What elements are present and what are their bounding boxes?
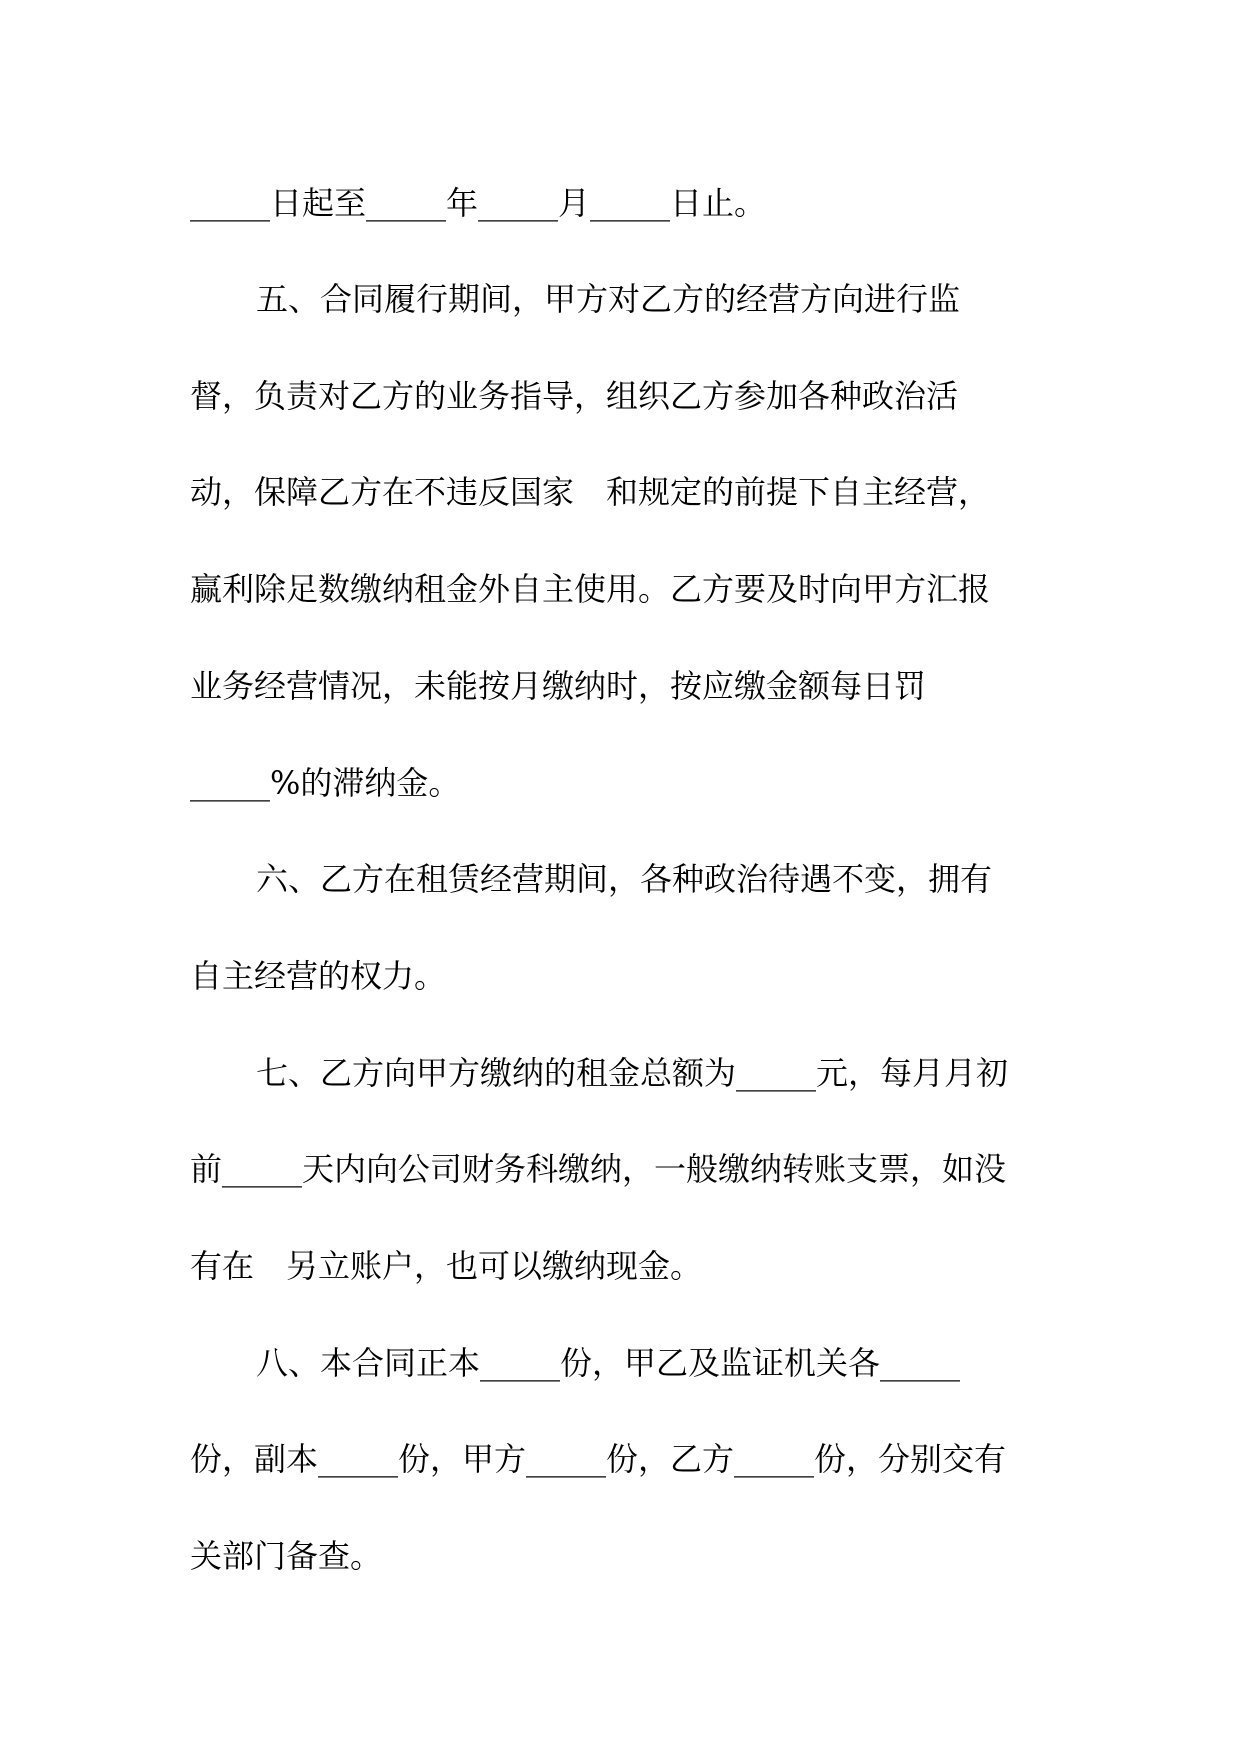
text-line: 动，保障乙方在不违反国家 和规定的前提下自主经营， <box>190 473 991 511</box>
text-line: 份，副本_____份，甲方_____份，乙方_____份，分别交有 <box>190 1440 1007 1478</box>
text-line: 自主经营的权力。 <box>190 957 447 995</box>
clause-5-start: 五、合同履行期间，甲方对乙方的经营方向进行监 <box>256 280 961 318</box>
text-line: 业务经营情况，未能按月缴纳时，按应缴金额每日罚 <box>190 667 927 705</box>
text-line: 有在 另立账户，也可以缴纳现金。 <box>190 1247 703 1285</box>
text-line: _____%的滞纳金。 <box>190 764 461 802</box>
text-line: 关部门备查。 <box>190 1537 383 1575</box>
clause-8-start: 八、本合同正本_____份，甲乙及监证机关各_____ <box>256 1344 961 1382</box>
text-line: 赢利除足数缴纳租金外自主使用。乙方要及时向甲方汇报 <box>190 570 991 608</box>
clause-7-start: 七、乙方向甲方缴纳的租金总额为_____元，每月月初 <box>256 1054 1009 1092</box>
text-line: 前_____天内向公司财务科缴纳，一般缴纳转账支票，如没 <box>190 1150 1007 1188</box>
clause-6-start: 六、乙方在租赁经营期间，各种政治待遇不变，拥有 <box>256 860 993 898</box>
text-line: _____日起至_____年_____月_____日止。 <box>190 184 767 222</box>
text-line: 督，负责对乙方的业务指导，组织乙方参加各种政治活 <box>190 377 959 415</box>
